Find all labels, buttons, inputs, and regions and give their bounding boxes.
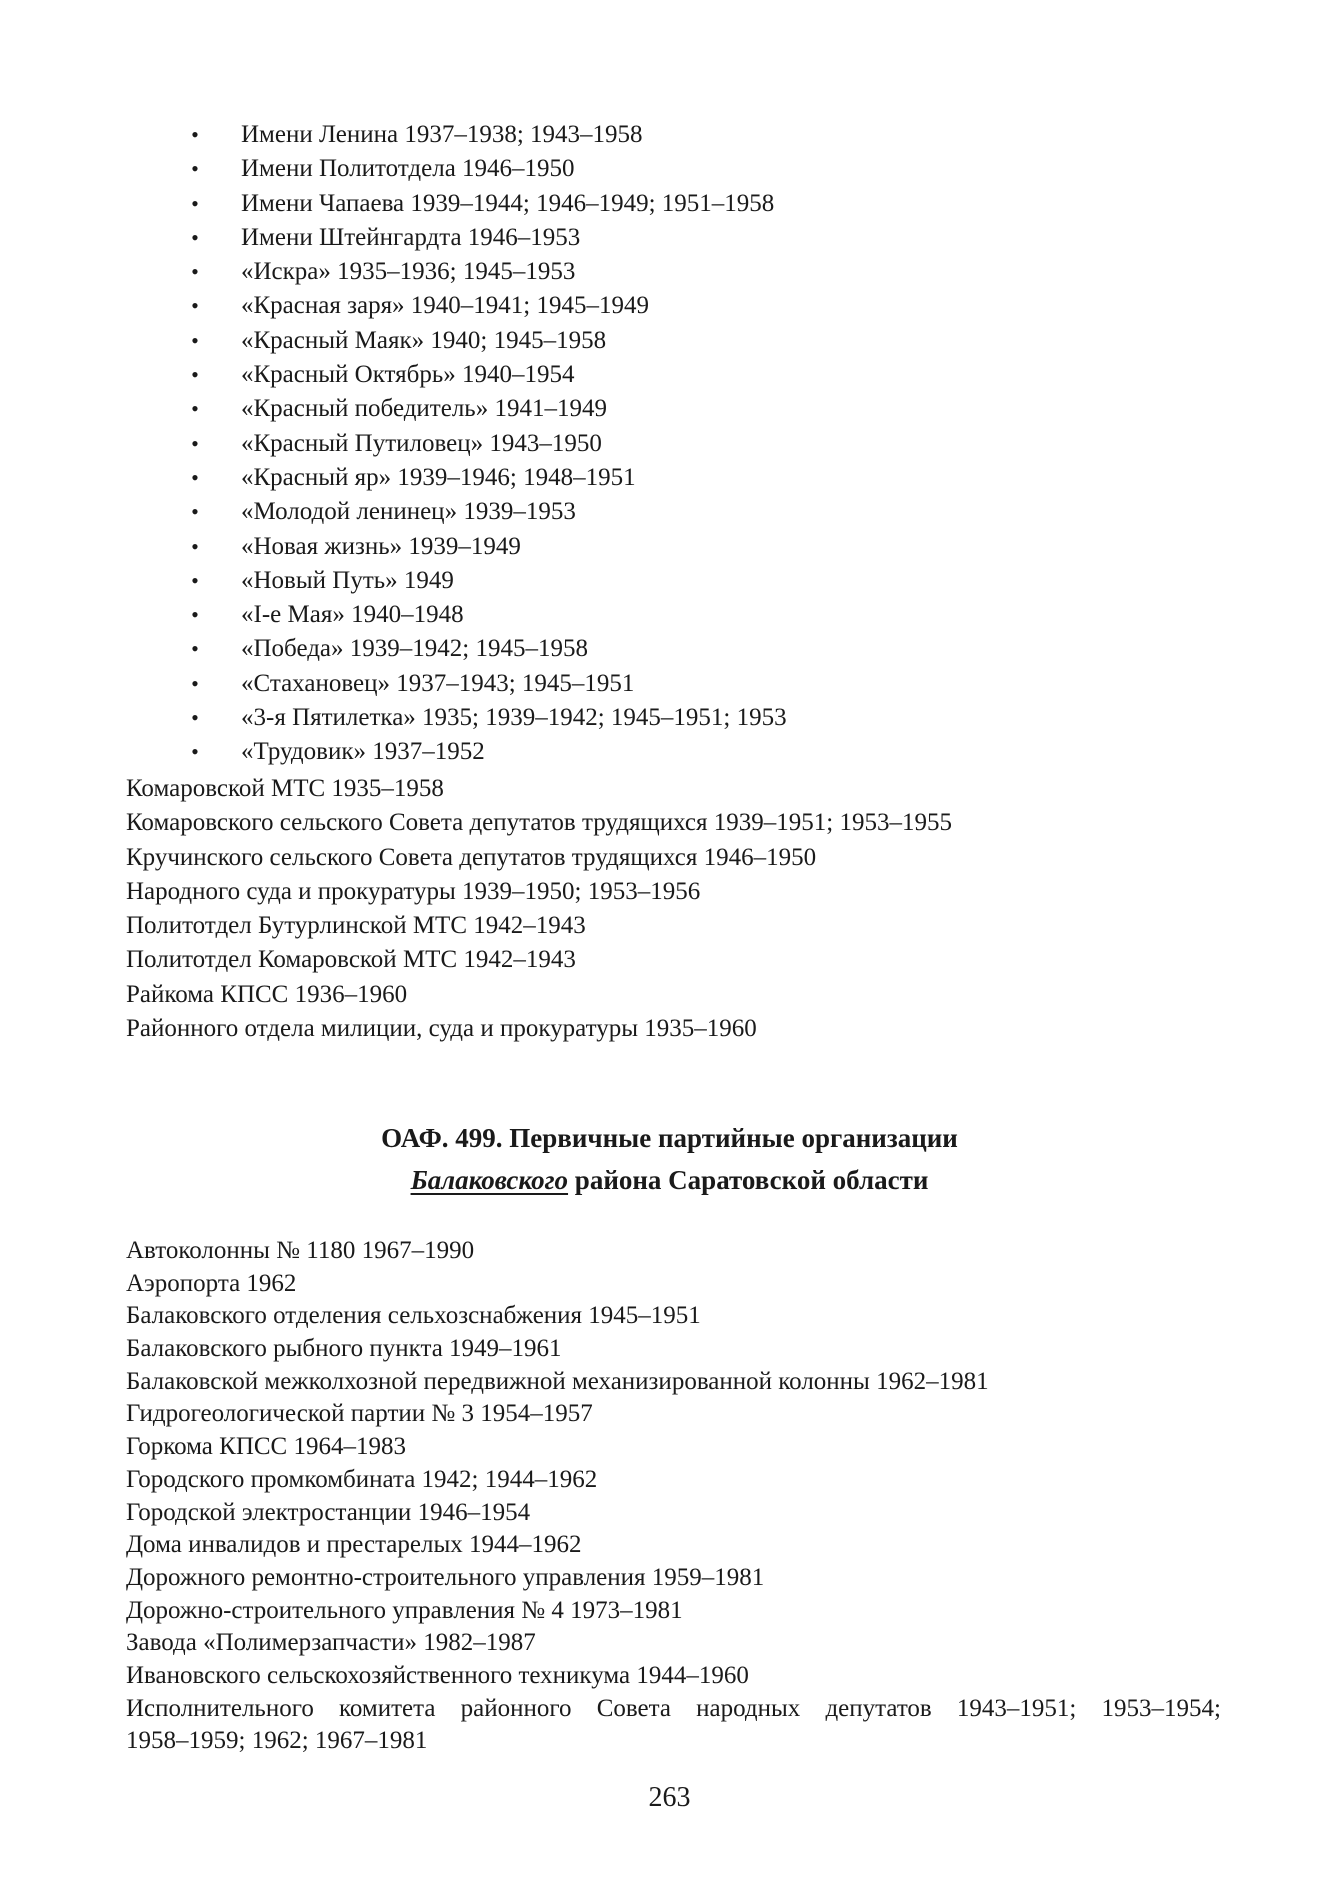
list-item: Дорожного ремонтно-строительного управления 1959–1981	[126, 1563, 765, 1591]
bullet-item-text: «Победа» 1939–1942; 1945–1958	[241, 635, 588, 663]
list-two-items	[126, 1235, 1226, 1693]
bullet-list-item	[185, 530, 1085, 564]
bullet-item-text: «Красный Путиловец» 1943–1950	[241, 429, 602, 457]
bullet-icon: •	[191, 362, 199, 388]
bullet-icon: •	[191, 327, 199, 353]
page-number: 263	[648, 1782, 691, 1813]
list-item: Завода «Полимерзапчасти» 1982–1987	[126, 1629, 536, 1657]
bullet-icon: •	[191, 499, 199, 525]
justified-word: Совета	[596, 1694, 671, 1722]
bullet-item-text: «Стахановец» 1937–1943; 1945–1951	[241, 669, 635, 697]
bullet-item-text: «Новый Путь» 1949	[241, 566, 454, 594]
list-item: Районного отдела милиции, суда и прокуратуры 1935–1960	[126, 1015, 757, 1043]
organizations-list-balakovsky	[126, 1235, 1226, 1758]
list-item: Дорожно-строительного управления № 4 1973–1981	[126, 1596, 683, 1624]
list-item: Балаковской межколхозной передвижной механизированной колонны 1962–1981	[126, 1367, 989, 1395]
bullet-item-text: Имени Политотдела 1946–1950	[241, 155, 575, 183]
bullet-list-item	[185, 427, 1085, 461]
bullet-icon: •	[191, 224, 199, 250]
section-heading-district: Балаковского	[410, 1165, 569, 1195]
bullet-list-item	[185, 667, 1085, 701]
bullet-icon: •	[191, 156, 199, 182]
bullet-icon: •	[191, 636, 199, 662]
list-item: Аэропорта 1962	[126, 1269, 297, 1297]
bullet-item-text: «3-я Пятилетка» 1935; 1939–1942; 1945–1951; 1953	[241, 704, 787, 732]
bullet-icon: •	[191, 533, 199, 559]
list-item: Политотдел Комаровской МТС 1942–1943	[126, 946, 576, 974]
list-item: Горкома КПСС 1964–1983	[126, 1433, 406, 1461]
list-item-continuation: 1958–1959; 1962; 1967–1981	[126, 1727, 428, 1755]
bullet-item-text: Имени Ленина 1937–1938; 1943–1958	[241, 121, 643, 148]
bullet-icon: •	[191, 705, 199, 731]
bullet-icon: •	[191, 670, 199, 696]
bullet-icon: •	[191, 567, 199, 593]
bullet-list-item	[185, 598, 1085, 632]
list-item: Народного суда и прокуратуры 1939–1950; 1953–1956	[126, 877, 701, 905]
bullet-list-item	[185, 564, 1085, 598]
bullet-icon: •	[191, 430, 199, 456]
bullet-item-text: Имени Чапаева 1939–1944; 1946–1949; 1951–1958	[241, 189, 775, 217]
bullet-item-text: «Искра» 1935–1936; 1945–1953	[241, 258, 576, 286]
justified-word: депутатов	[825, 1694, 932, 1722]
list-item: Комаровского сельского Совета депутатов трудящихся 1939–1951; 1953–1955	[126, 809, 952, 837]
bullet-item-text: «Молодой ленинец» 1939–1953	[241, 498, 576, 526]
list-item: Райкома КПСС 1936–1960	[126, 980, 408, 1008]
bullet-item-text: «Красный победитель» 1941–1949	[241, 395, 607, 423]
bullet-list-item	[185, 495, 1085, 529]
justified-word: народных	[696, 1694, 801, 1722]
justified-word: 1953–1954;	[1101, 1694, 1221, 1722]
list-item-justified	[126, 1693, 1226, 1726]
bullet-icon: •	[191, 122, 199, 147]
list-item: Городской электростанции 1946–1954	[126, 1498, 531, 1526]
bullet-icon: •	[191, 293, 199, 319]
bullet-list-item	[185, 358, 1085, 392]
bullet-item-text: Имени Штейнгардта 1946–1953	[241, 223, 581, 251]
section-heading-text: ОАФ. 499. Первичные партийные организации	[381, 1123, 958, 1153]
bullet-item-text: «Красный Октябрь» 1940–1954	[241, 361, 575, 389]
bullet-list-item	[185, 187, 1085, 221]
list-item: Балаковского рыбного пункта 1949–1961	[126, 1335, 562, 1363]
bullet-list-item	[185, 324, 1085, 358]
justified-word: 1943–1951;	[956, 1694, 1077, 1722]
section-heading-line-2	[0, 1159, 1339, 1201]
bullet-icon: •	[191, 259, 199, 285]
bullet-item-text: «Красный Маяк» 1940; 1945–1958	[241, 326, 607, 354]
bullet-item-text: «Красная заря» 1940–1941; 1945–1949	[241, 292, 650, 320]
bullet-list-item	[185, 255, 1085, 289]
list-item: Комаровской МТС 1935–1958	[126, 775, 444, 802]
bullet-list-item	[185, 289, 1085, 323]
list-item: Балаковского отделения сельхозснабжения 1945–1951	[126, 1302, 701, 1330]
justified-word: комитета	[339, 1694, 436, 1722]
list-item: Кручинского сельского Совета депутатов трудящихся 1946–1950	[126, 843, 817, 871]
list-item: Дома инвалидов и престарелых 1944–1962	[126, 1531, 582, 1559]
bullet-item-text: «Трудовик» 1937–1952	[241, 738, 485, 766]
bullet-icon: •	[191, 739, 199, 765]
bullet-list-item	[185, 461, 1085, 495]
list-item: Автоколонны № 1180 1967–1990	[126, 1237, 475, 1264]
list-item: Гидрогеологической партии № 3 1954–1957	[126, 1400, 593, 1428]
list-item: Городского промкомбината 1942; 1944–1962	[126, 1465, 598, 1493]
section-heading-region: района Саратовской области	[568, 1165, 929, 1195]
bullet-list-item	[185, 735, 1085, 769]
justified-word: районного	[460, 1694, 572, 1722]
bullet-list-item	[185, 221, 1085, 255]
bullet-icon: •	[191, 190, 199, 216]
bullet-icon: •	[191, 602, 199, 628]
bullet-item-text: «Красный яр» 1939–1946; 1948–1951	[241, 463, 636, 491]
list-item: Ивановского сельскохозяйственного техникума 1944–1960	[126, 1661, 749, 1689]
justified-word: Исполнительного	[126, 1694, 314, 1722]
list-item: Политотдел Бутурлинской МТС 1942–1943	[126, 912, 586, 940]
justified-line	[126, 1693, 1221, 1726]
bullet-list-item	[185, 632, 1085, 666]
section-heading-line-1	[0, 1117, 1339, 1159]
bullet-icon: •	[191, 396, 199, 422]
bullet-list	[185, 118, 1085, 770]
organizations-list-komarovsky	[126, 772, 1226, 1046]
bullet-list-item	[185, 118, 1085, 152]
bullet-item-text: «Новая жизнь» 1939–1949	[241, 532, 521, 560]
bullet-list-item	[185, 701, 1085, 735]
bullet-list-item	[185, 392, 1085, 426]
bullet-item-text: «I-е Мая» 1940–1948	[241, 601, 464, 629]
bullet-list-item	[185, 152, 1085, 186]
bullet-icon: •	[191, 464, 199, 490]
